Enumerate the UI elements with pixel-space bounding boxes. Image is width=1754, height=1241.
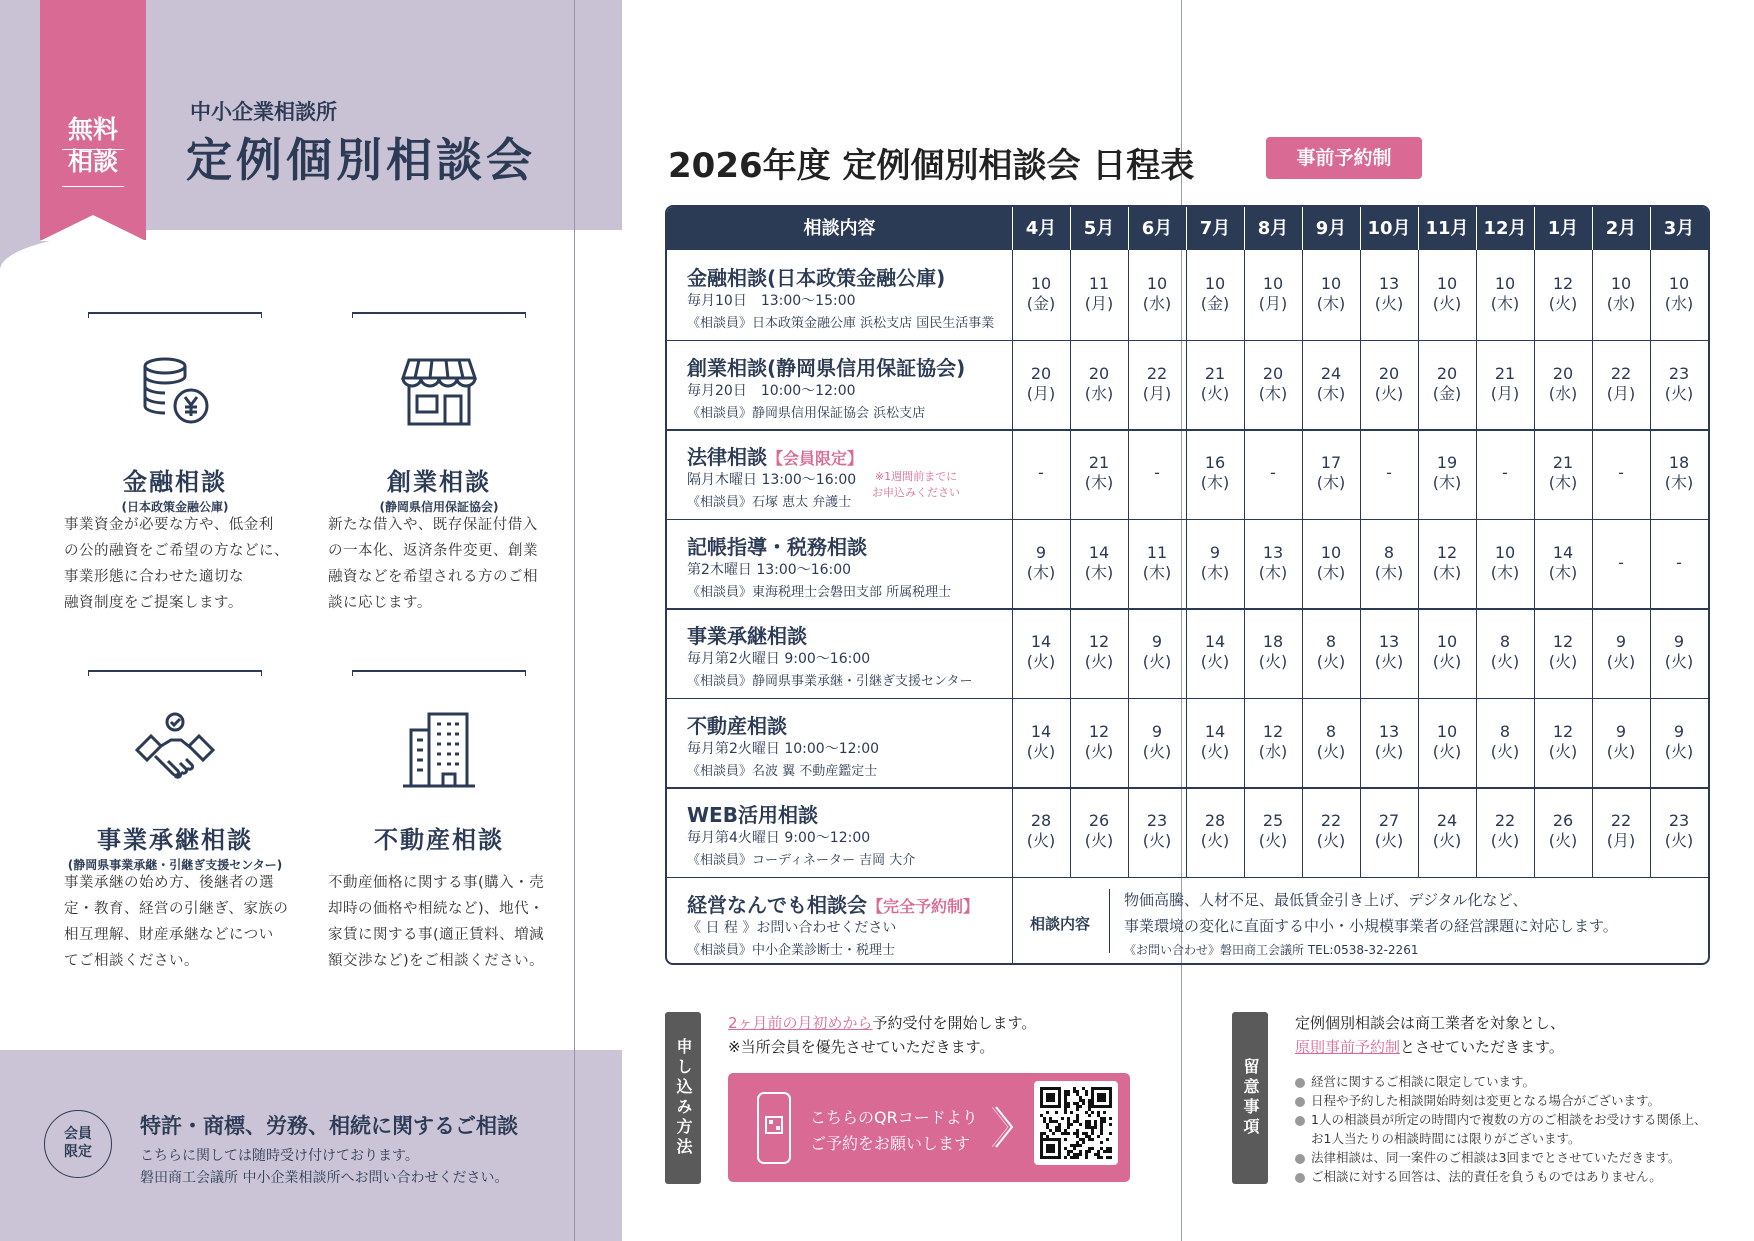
column-separator	[1012, 250, 1013, 965]
date-cell: 10 (月)	[1258, 274, 1288, 313]
row-schedule: 第2木曜日 13:00～16:00	[687, 561, 852, 578]
date-cell: 14 (木)	[1548, 542, 1578, 582]
date-cell: 9 (木)	[1200, 542, 1230, 582]
content-divider	[1109, 889, 1110, 953]
service-rule	[352, 312, 526, 314]
apply-line2: ※当所会員を優先させていただきます。	[728, 1038, 995, 1056]
date-cell: 21 (月)	[1490, 363, 1520, 403]
date-cell: 12 (水)	[1258, 721, 1288, 761]
date-cell: 20 (水)	[1548, 363, 1578, 403]
date-cell: 8 (火)	[1490, 721, 1520, 761]
row-name: WEB活用相談	[687, 803, 818, 827]
row-name: 記帳指導・税務相談	[687, 534, 867, 559]
date-cell: 10 (水)	[1606, 274, 1636, 313]
date-cell: 22 (月)	[1606, 363, 1636, 403]
service-desc: 不動産価格に関する事(購入・売 却時の価格や相続など)、地代・ 家賃に関する事(適正賃料、増減 額交渉など)をご相談ください。	[328, 875, 545, 969]
month-header: 2月	[1605, 218, 1637, 239]
row-schedule: 毎月第2火曜日 10:00～12:00	[687, 740, 880, 757]
row-staff: 《相談員》コーディネーター 吉岡 大介	[687, 853, 916, 868]
date-cell: 14 (火)	[1026, 721, 1056, 761]
date-cell: 28 (火)	[1200, 811, 1230, 850]
date-cell: 27 (火)	[1374, 811, 1404, 850]
notes-line1: 定例個別相談会は商工業者を対象とし、	[1295, 1014, 1566, 1032]
date-cell: 12 (火)	[1084, 721, 1114, 761]
date-cell: 9 (火)	[1606, 632, 1636, 671]
date-cell: 18 (火)	[1258, 632, 1288, 671]
schedule-table	[665, 205, 1710, 965]
date-cell: 26 (火)	[1548, 811, 1578, 850]
date-cell: 9 (木)	[1026, 542, 1056, 582]
reservation-badge: 事前予約制	[1266, 137, 1422, 179]
date-cell: 19 (木)	[1432, 453, 1462, 492]
date-cell: 10 (木)	[1490, 274, 1520, 313]
service-sub: (日本政策金融公庫)	[121, 500, 229, 514]
date-cell: 12 (火)	[1084, 632, 1114, 671]
consult-content: 事業環境の変化に直面する中小・小規模事業者の経営課題に対応します。	[1124, 916, 1618, 935]
row-separator	[667, 608, 1710, 610]
note-bullet-cont: お1人当たりの相談時間には限りがございます。	[1311, 1131, 1581, 1146]
date-cell: 22 (火)	[1316, 811, 1346, 850]
row-name: 事業承継相談	[687, 624, 807, 648]
date-cell: 13 (火)	[1374, 721, 1404, 761]
date-cell: 21 (木)	[1084, 453, 1114, 492]
row-separator	[667, 877, 1710, 879]
date-cell: 10 (金)	[1026, 274, 1056, 313]
service-desc: 新たな借入や、既存保証付借入 の一本化、返済条件変更、創業 融資などを希望される方のご相 談に応じます。	[328, 517, 538, 611]
service-rule	[352, 670, 526, 672]
date-cell: 10 (金)	[1200, 274, 1230, 313]
date-cell: -	[1502, 463, 1508, 482]
date-cell: 23 (火)	[1142, 811, 1172, 850]
row-staff: 《相談員》中小企業診断士・税理士	[687, 942, 896, 958]
note-bullet: ご相談に対する回答は、法的責任を負うものではありません。	[1295, 1167, 1662, 1185]
month-header: 5月	[1083, 218, 1115, 239]
date-cell: -	[1038, 463, 1044, 482]
chevron-right-icon	[992, 1105, 1016, 1149]
date-cell: 14 (火)	[1026, 632, 1056, 671]
row-staff: 《相談員》日本政策金融公庫 浜松支店 国民生活事業	[687, 316, 995, 331]
date-cell: 24 (火)	[1432, 811, 1462, 850]
date-cell: 8 (火)	[1490, 632, 1520, 671]
month-header: 1月	[1547, 218, 1579, 239]
service-rule	[88, 312, 262, 314]
date-cell: 14 (木)	[1084, 542, 1114, 582]
row-schedule: 毎月10日 13:00～15:00	[687, 293, 856, 309]
date-cell: 8 (火)	[1316, 721, 1346, 761]
bullet-dot-icon	[1295, 1097, 1305, 1107]
date-cell: 28 (火)	[1026, 811, 1056, 850]
date-cell: 26 (火)	[1084, 811, 1114, 850]
row-name: 不動産相談	[687, 713, 787, 738]
apply-label: 申し込み方法	[665, 1012, 701, 1184]
date-cell: 10 (木)	[1316, 542, 1346, 582]
row-schedule: 毎月20日 10:00～12:00	[687, 382, 856, 399]
note-bullet: 1人の相談員が所定の時間内で複数の方のご相談をお受けする関係上、	[1295, 1110, 1706, 1128]
month-header: 8月	[1257, 218, 1289, 239]
ribbon-text-1: 無料	[67, 115, 118, 144]
contact-info: 《お問い合わせ》磐田商工会議所 TEL:0538-32-2261	[1124, 942, 1419, 957]
date-cell: 23 (火)	[1664, 811, 1694, 850]
date-cell: 14 (火)	[1200, 632, 1230, 671]
coins-yen-icon	[135, 352, 215, 432]
table-header	[667, 207, 1710, 250]
storefront-icon	[399, 352, 479, 432]
date-cell: 16 (木)	[1200, 453, 1230, 492]
qr-code-icon	[1034, 1081, 1118, 1165]
date-cell: -	[1386, 463, 1392, 482]
ribbon-divider	[62, 186, 124, 187]
date-cell: 23 (火)	[1664, 363, 1694, 403]
smartphone-icon	[756, 1091, 792, 1165]
org-name: 中小企業相談所	[190, 100, 337, 124]
date-cell: 10 (水)	[1664, 274, 1694, 313]
date-cell: 9 (火)	[1606, 721, 1636, 761]
fold-line	[574, 0, 575, 1241]
date-cell: 10 (火)	[1432, 721, 1462, 761]
note-bullet: 日程や予約した相談開始時刻は変更となる場合がございます。	[1295, 1091, 1660, 1109]
date-cell: 20 (水)	[1084, 363, 1114, 403]
month-header: 4月	[1025, 218, 1057, 239]
month-header: 6月	[1141, 218, 1173, 239]
row-name: 金融相談(日本政策金融公庫)	[687, 266, 946, 290]
date-cell: -	[1618, 463, 1624, 482]
date-cell: 20 (金)	[1432, 363, 1462, 403]
bullet-dot-icon	[1295, 1173, 1305, 1183]
row-separator	[667, 519, 1710, 521]
row-staff: 《相談員》石塚 恵太 弁護士	[687, 495, 852, 510]
month-header: 9月	[1315, 218, 1347, 239]
apply-line1: 2ヶ月前の月初めから予約受付を開始します。	[728, 1014, 1037, 1032]
date-cell: 21 (木)	[1548, 453, 1578, 492]
bullet-dot-icon	[1295, 1078, 1305, 1088]
row-schedule: 毎月第4火曜日 9:00～12:00	[687, 830, 871, 846]
bullet-dot-icon	[1295, 1154, 1305, 1164]
row-schedule: 《 日 程 》お問い合わせください	[687, 919, 897, 936]
date-cell: 22 (月)	[1606, 811, 1636, 850]
date-cell: 14 (火)	[1200, 721, 1230, 761]
row-staff: 《相談員》静岡県事業承継・引継ぎ支援センター	[687, 674, 973, 689]
note-bullet: 法律相談は、同一案件のご相談は3回までとさせていただきます。	[1295, 1148, 1680, 1166]
row-staff: 《相談員》静岡県信用保証協会 浜松支店	[687, 405, 926, 421]
qr-text: こちらのQRコードより	[810, 1108, 978, 1127]
row-separator	[667, 698, 1710, 700]
date-cell: 10 (木)	[1490, 542, 1520, 582]
date-cell: 8 (火)	[1316, 632, 1346, 671]
service-succession	[50, 670, 300, 880]
date-cell: 20 (火)	[1374, 363, 1404, 403]
month-header: 10月	[1367, 218, 1411, 239]
date-cell: -	[1618, 552, 1624, 572]
date-cell: 9 (火)	[1664, 632, 1694, 671]
date-cell: 10 (火)	[1432, 632, 1462, 671]
free-consult-ribbon	[40, 0, 146, 240]
date-cell: -	[1270, 463, 1276, 482]
date-cell: 20 (木)	[1258, 363, 1288, 403]
date-cell: 9 (火)	[1142, 721, 1172, 761]
note-bullet: 経営に関するご相談に限定しています。	[1295, 1072, 1535, 1090]
row-staff: 《相談員》名波 翼 不動産鑑定士	[687, 763, 878, 779]
date-cell: 22 (火)	[1490, 811, 1520, 850]
date-cell: 11 (木)	[1142, 542, 1172, 582]
date-cell: 10 (火)	[1432, 274, 1462, 313]
schedule-title: 2026年度 定例個別相談会 日程表	[668, 146, 1195, 186]
service-name: 事業承継相談	[97, 826, 253, 854]
date-cell: 9 (火)	[1142, 632, 1172, 671]
date-cell: 25 (火)	[1258, 811, 1288, 850]
row-name: 経営なんでも相談会【完全予約制】	[687, 892, 980, 917]
month-header: 7月	[1199, 218, 1231, 239]
member-line: こちらに関しては随時受け付けております。	[140, 1148, 419, 1164]
date-cell: 8 (木)	[1374, 542, 1404, 582]
date-cell: 10 (水)	[1142, 274, 1172, 313]
service-desc: 事業承継の始め方、後継者の選 定・教育、経営の引継ぎ、家族の 相互理解、財産承継などについ てご相談ください。	[64, 875, 289, 969]
row-separator	[667, 787, 1710, 789]
service-rule	[88, 670, 262, 672]
date-cell: 11 (月)	[1084, 274, 1114, 313]
date-cell: 18 (木)	[1664, 453, 1694, 492]
month-header: 12月	[1483, 218, 1527, 239]
row-schedule: 隔月木曜日 13:00～16:00	[687, 472, 857, 488]
date-cell: 12 (火)	[1548, 632, 1578, 671]
qr-text: ご予約をお願いします	[810, 1134, 971, 1153]
notes-line2: 原則事前予約制とさせていただきます。	[1295, 1038, 1564, 1056]
date-cell: 22 (月)	[1142, 363, 1172, 403]
service-sub: (静岡県事業承継・引継ぎ支援センター)	[67, 858, 283, 872]
month-header: 3月	[1663, 218, 1695, 239]
ribbon-text-2: 相談	[67, 147, 118, 176]
header-label: 相談内容	[803, 218, 876, 239]
service-name: 不動産相談	[374, 826, 504, 854]
ribbon-notch	[40, 215, 146, 241]
date-cell: 9 (火)	[1664, 721, 1694, 761]
date-cell: 12 (火)	[1548, 274, 1578, 313]
date-cell: 21 (火)	[1200, 363, 1230, 403]
service-realestate	[314, 670, 564, 880]
month-header: 11月	[1425, 218, 1469, 239]
row-note: ※1週間前までに お申込みください	[872, 470, 960, 499]
date-cell: -	[1154, 463, 1160, 482]
member-line: 磐田商工会議所 中小企業相談所へお問い合わせください。	[140, 1170, 509, 1186]
date-cell: 13 (木)	[1258, 542, 1288, 582]
consult-content-label: 相談内容	[1030, 914, 1091, 933]
date-cell: 24 (木)	[1316, 363, 1346, 403]
handshake-icon	[135, 710, 215, 790]
row-staff: 《相談員》東海税理士会磐田支部 所属税理士	[687, 584, 952, 600]
date-cell: 10 (木)	[1316, 274, 1346, 313]
row-name: 法律相談【会員限定】	[687, 445, 864, 469]
row-separator	[667, 429, 1710, 431]
member-only-badge: 会員 限定	[44, 1110, 112, 1178]
date-cell: 13 (火)	[1374, 274, 1404, 313]
service-name: 創業相談	[387, 468, 491, 496]
service-name: 金融相談	[123, 468, 227, 496]
date-cell: 12 (木)	[1432, 542, 1462, 582]
row-schedule: 毎月第2火曜日 9:00～16:00	[687, 651, 871, 667]
service-finance	[50, 312, 300, 522]
service-sub: (静岡県信用保証協会)	[379, 500, 499, 514]
date-cell: -	[1676, 552, 1682, 572]
date-cell: 17 (木)	[1316, 453, 1346, 492]
row-name: 創業相談(静岡県信用保証協会)	[687, 355, 966, 380]
consult-content: 物価高騰、人材不足、最低賃金引き上げ、デジタル化など、	[1124, 890, 1528, 909]
date-cell: 13 (火)	[1374, 632, 1404, 671]
date-cell: 12 (火)	[1548, 721, 1578, 761]
page-title: 定例個別相談会	[186, 133, 536, 187]
qr-code[interactable]	[1034, 1081, 1118, 1165]
date-cell: 20 (月)	[1026, 363, 1056, 403]
service-startup	[314, 312, 564, 522]
member-title: 特許・商標、労務、相続に関するご相談	[140, 1114, 518, 1138]
row-separator	[667, 340, 1710, 342]
building-icon	[399, 710, 479, 790]
service-desc: 事業資金が必要な方や、低金利 の公的融資をご希望の方などに、 事業形態に合わせた適切な 融資制度をご提案します。	[64, 517, 289, 611]
notes-label: 留意事項	[1232, 1012, 1268, 1184]
bullet-dot-icon	[1295, 1116, 1305, 1126]
